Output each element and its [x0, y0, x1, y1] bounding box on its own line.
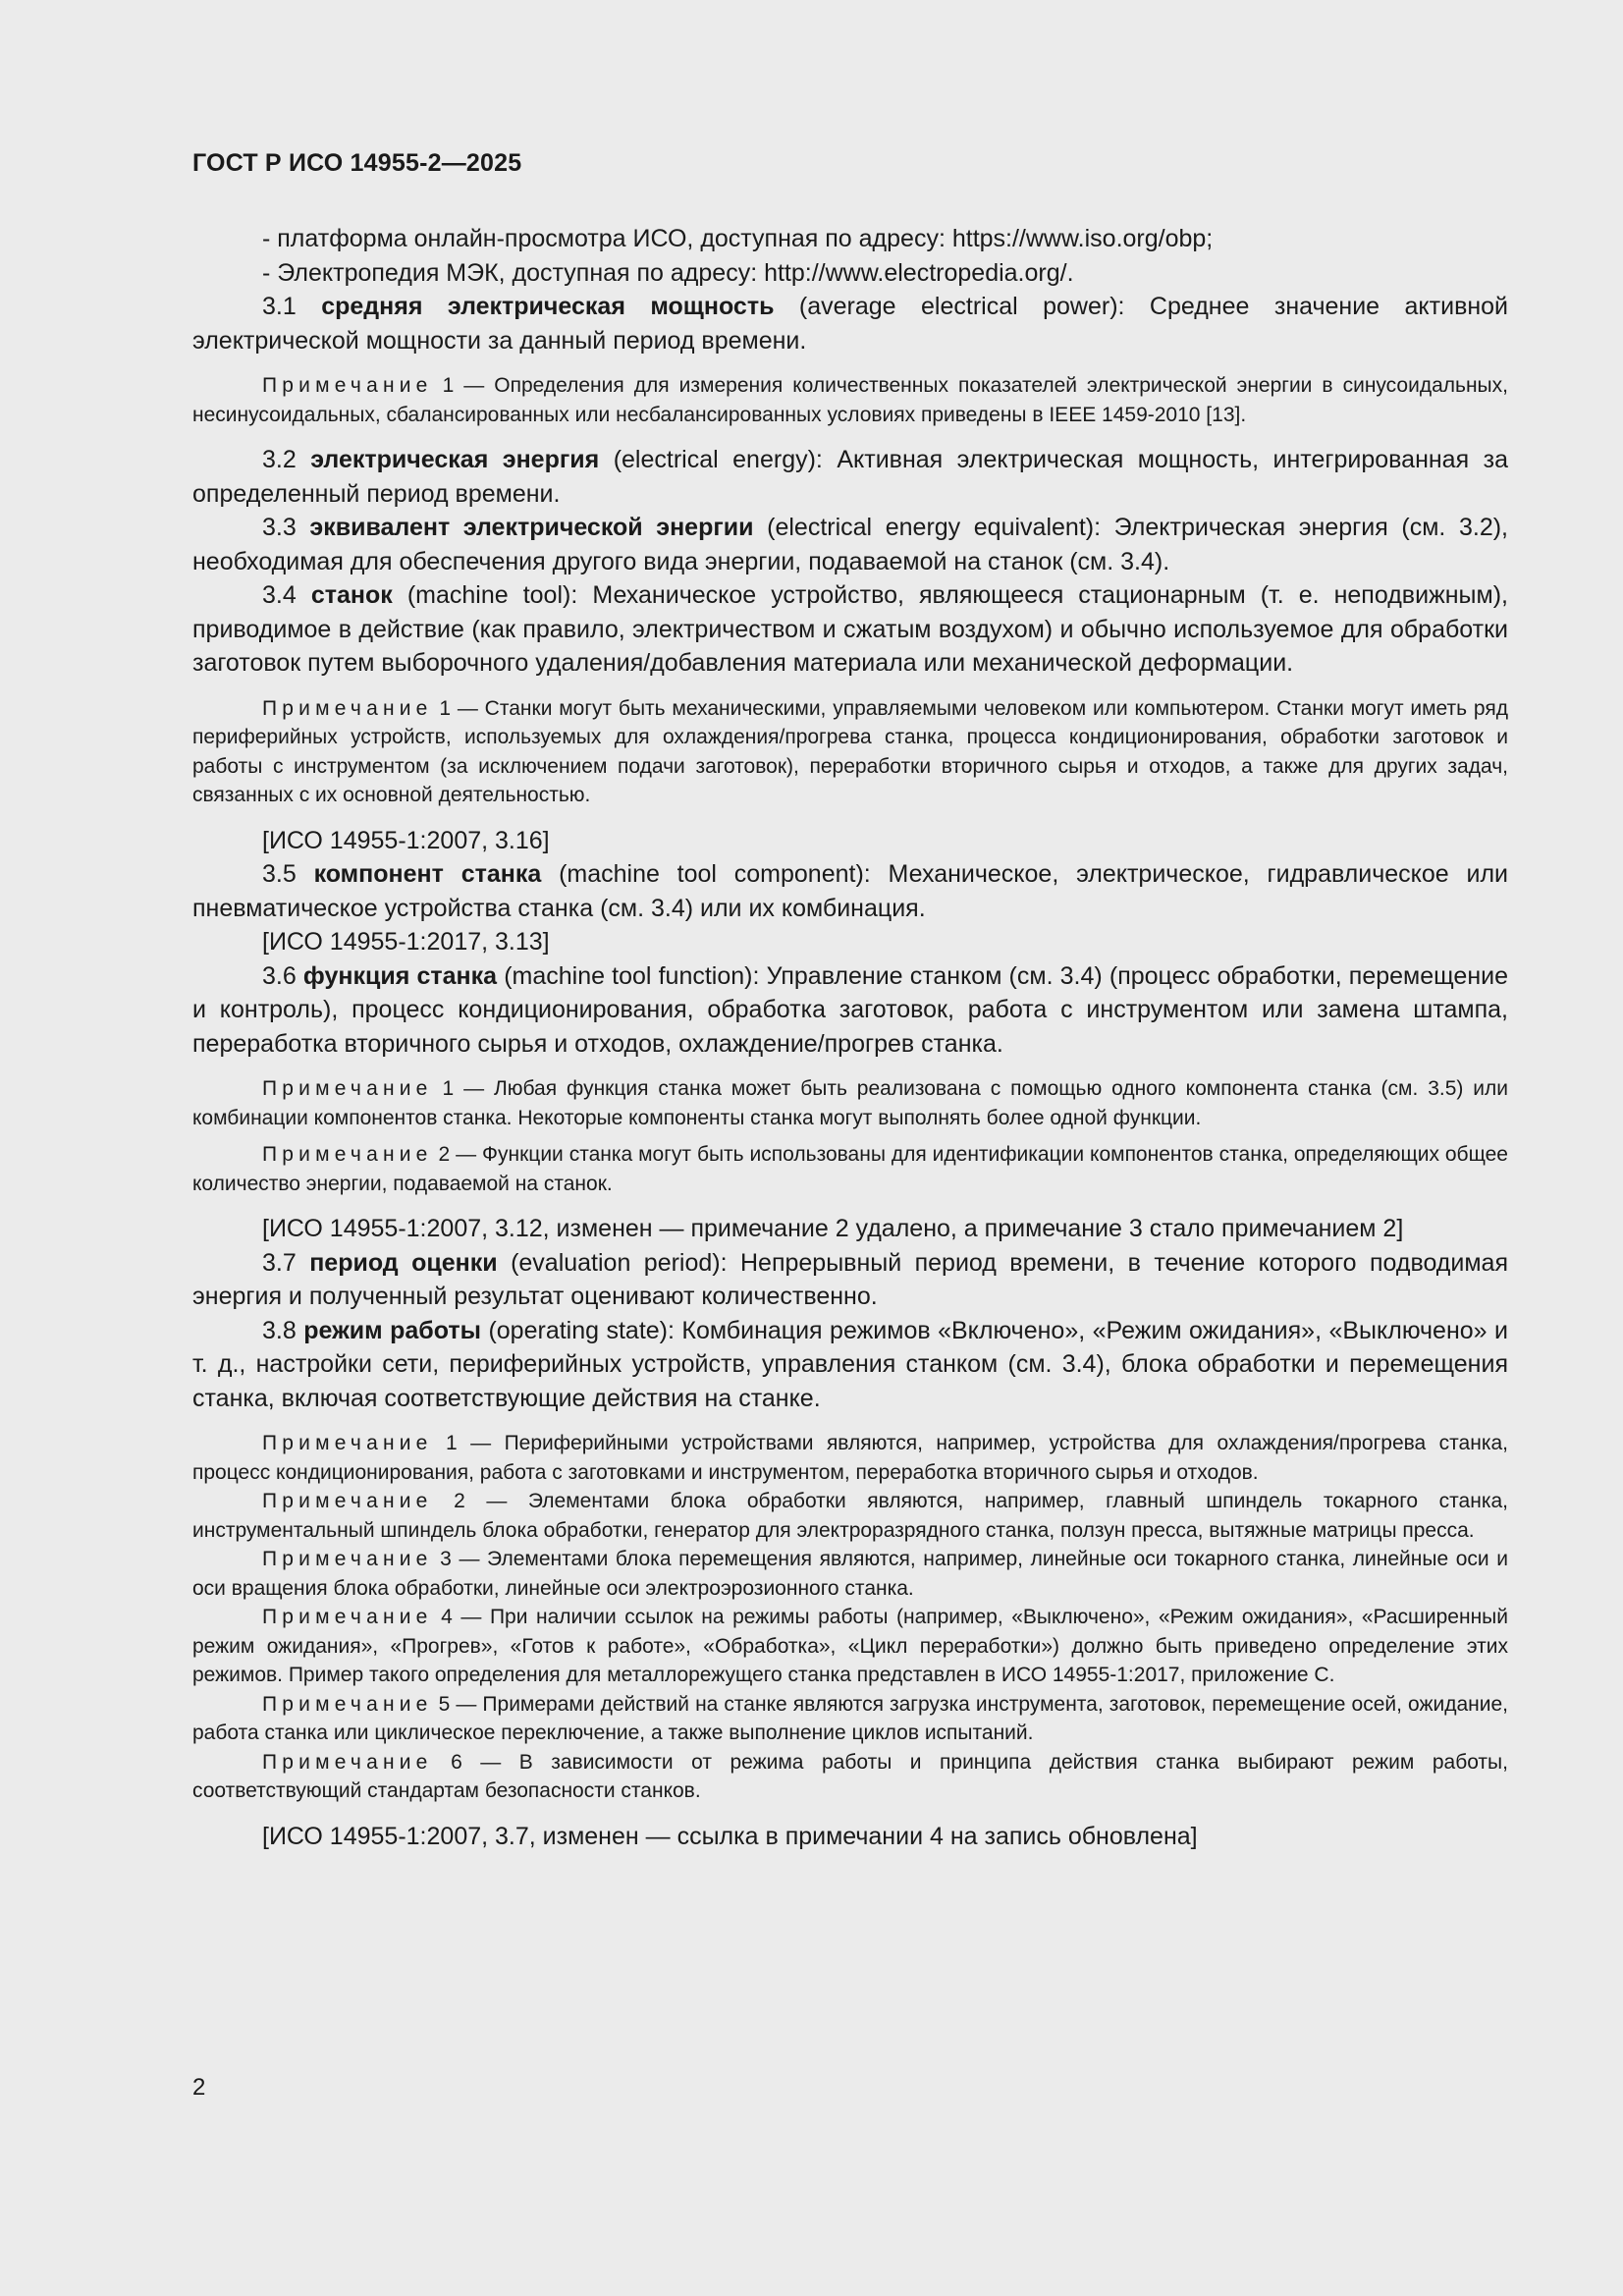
- term-name: функция станка: [302, 961, 498, 990]
- term-name: станок: [310, 581, 393, 609]
- note: [192, 1603, 1508, 1690]
- note-text: 6 — В зависимости от режима работы и принципа действия станка выбирают режим работы, соответствующий стандартам безопасности станков.: [192, 1750, 1508, 1802]
- note-text: 1 — Периферийными устройствами являются, например, устройства для охлаждения/прогрева станка, процесс кондиционирования, работа с заготовками и инструментом, переработка вторичного сырья и отходов.: [192, 1432, 1508, 1484]
- note-text: 1 — Определения для измерения количественных показателей электрической энергии в синусоидальных, несинусоидальных, сбалансированных или несбалансированных условиях приведены в IEEE 1459-2010 [13].: [192, 374, 1508, 426]
- note-label: Примечание: [262, 1143, 433, 1166]
- note-text: 1 — Любая функция станка может быть реализована с помощью одного компонента станка (см. 3.5) или комбинации компонентов станка. Некоторые компоненты станка могут выполнять более одной функции.: [192, 1077, 1508, 1129]
- note-text: 5 — Примерами действий на станке являются загрузка инструмента, заготовок, перемещение осей, ожидание, работа станка или циклическое переключение, а также выполнение циклов испытаний.: [192, 1692, 1508, 1744]
- page-number: 2: [192, 2074, 206, 2101]
- note: [192, 1140, 1508, 1198]
- term-number: 3.2: [262, 446, 297, 473]
- term-number: 3.7: [262, 1248, 297, 1277]
- note-text: 4 — При наличии ссылок на режимы работы (например, «Выключено», «Режим ожидания», «Расширенный режим ожидания», «Прогрев», «Готов к работе», «Обработка», «Цикл переработки») должно быть приведено определение этих режимов. Пример такого определения для металлорежущего станка представлен в ИСО 14955-1:2017, приложение C.: [192, 1606, 1508, 1686]
- term-number: 3.6: [262, 961, 297, 990]
- note-label: Примечание: [262, 1490, 433, 1512]
- term-3-8: [192, 1314, 1508, 1416]
- term-3-3: [192, 511, 1508, 578]
- term-name: компонент станка: [313, 860, 542, 888]
- note-text: 2 — Функции станка могут быть использованы для идентификации компонентов станка, определяющих общее количество энергии, подаваемой на станок.: [192, 1143, 1508, 1195]
- term-3-4: [192, 578, 1508, 681]
- reference: [ИСО 14955-1:2017, 3.13]: [262, 928, 550, 956]
- note-text: 1 — Станки могут быть механическими, управляемыми человеком или компьютером. Станки могут иметь ряд периферийных устройств, используемых для охлаждения/прогрева станка, процесса кондиционирования, обработки заготовок и работы с инструментом (за исключением подачи заготовок), переработки вторичного сырья и отходов, а также для других задач, связанных с их основной деятельностью.: [192, 696, 1508, 806]
- note: [192, 1074, 1508, 1132]
- term-number: 3.1: [262, 293, 297, 320]
- term-definition: (evaluation period): Непрерывный период времени, в течение которого подводимая энергия и полученный результат оценивают количественно.: [192, 1248, 1508, 1310]
- term-definition: (average electrical power): Среднее значение активной электрической мощности за данный период времени.: [192, 293, 1509, 355]
- note-text: 2 — Элементами блока обработки являются, например, главный шпиндель токарного станка, инструментальный шпиндель блока обработки, генератор для электроразрядного станка, ползун пресса, вытяжные матрицы пресса.: [192, 1490, 1508, 1542]
- note-label: Примечание: [262, 1692, 433, 1716]
- term-3-1: [192, 290, 1508, 357]
- note-text: 3 — Элементами блока перемещения являются, например, линейные оси токарного станка, линейные оси и оси вращения блока обработки, линейные оси электроэрозионного станка.: [192, 1548, 1508, 1600]
- term-number: 3.4: [262, 581, 297, 609]
- term-name: средняя электрическая мощность: [321, 293, 775, 320]
- note-label: Примечание: [262, 696, 433, 720]
- term-3-7: [192, 1246, 1508, 1314]
- term-definition: (operating state): Комбинация режимов «Включено», «Режим ожидания», «Выключено» и т. д., настройки сети, периферийных устройств, управления станком (см. 3.4), блока обработки и перемещения станка, включая соответствующие действия на станке.: [192, 1316, 1508, 1412]
- note: [192, 694, 1508, 810]
- term-number: 3.3: [262, 514, 297, 541]
- term-number: 3.8: [262, 1316, 297, 1344]
- note-label: Примечание: [262, 1432, 433, 1454]
- term-definition: (machine tool component): Механическое, электрическое, гидравлическое или пневматическое устройства станка (см. 3.4) или их комбинация.: [192, 860, 1508, 922]
- term-definition: (machine tool): Механическое устройство, являющееся стационарным (т. е. неподвижным), приводимое в действие (как правило, электричеством и сжатым воздухом) и обычно используемое для обработки заготовок путем выборочного удаления/добавления материала или механической деформации.: [192, 581, 1508, 677]
- note-label: Примечание: [262, 374, 433, 397]
- page-header-title: ГОСТ Р ИСО 14955-2—2025: [192, 149, 522, 177]
- note-label: Примечание: [262, 1750, 433, 1774]
- term-3-5: [192, 857, 1508, 925]
- note: [192, 1487, 1508, 1545]
- term-name: период оценки: [309, 1248, 498, 1277]
- term-definition: (machine tool function): Управление станком (см. 3.4) (процесс обработки, перемещение и контроль), процесс кондиционирования, обработка заготовок, работа с инструментом или замена штампа, переработка вторичного сырья и отходов, охлаждение/прогрев станка.: [192, 961, 1509, 1058]
- note: [192, 371, 1508, 429]
- note: [192, 1748, 1508, 1806]
- term-definition: (electrical energy): Активная электрическая мощность, интегрированная за определенный период времени.: [192, 446, 1508, 508]
- term-number: 3.5: [262, 860, 297, 888]
- reference: [ИСО 14955-1:2007, 3.16]: [262, 826, 550, 854]
- term-3-6: [192, 959, 1508, 1062]
- term-name: эквивалент электрической энергии: [309, 514, 754, 541]
- document-body: [192, 222, 1508, 1853]
- reference: [ИСО 14955-1:2007, 3.12, изменен — примечание 2 удалено, а примечание 3 стало примечанием 2]: [262, 1215, 1404, 1242]
- term-name: электрическая энергия: [310, 446, 600, 473]
- list-item: - Электропедия МЭК, доступная по адресу: http://www.electropedia.org/.: [262, 258, 1074, 287]
- note-label: Примечание: [262, 1077, 433, 1100]
- term-name: режим работы: [303, 1316, 481, 1344]
- note-label: Примечание: [262, 1606, 433, 1628]
- list-item: - платформа онлайн-просмотра ИСО, доступная по адресу: https://www.iso.org/obp;: [262, 225, 1214, 252]
- note: [192, 1429, 1508, 1487]
- term-definition: (electrical energy equivalent): Электрическая энергия (см. 3.2), необходимая для обеспечения другого вида энергии, подаваемой на станок (см. 3.4).: [192, 514, 1508, 575]
- note-label: Примечание: [262, 1548, 433, 1570]
- term-3-2: [192, 443, 1508, 511]
- reference: [ИСО 14955-1:2007, 3.7, изменен — ссылка в примечании 4 на запись обновлена]: [262, 1822, 1198, 1850]
- note: [192, 1545, 1508, 1603]
- note: [192, 1690, 1508, 1748]
